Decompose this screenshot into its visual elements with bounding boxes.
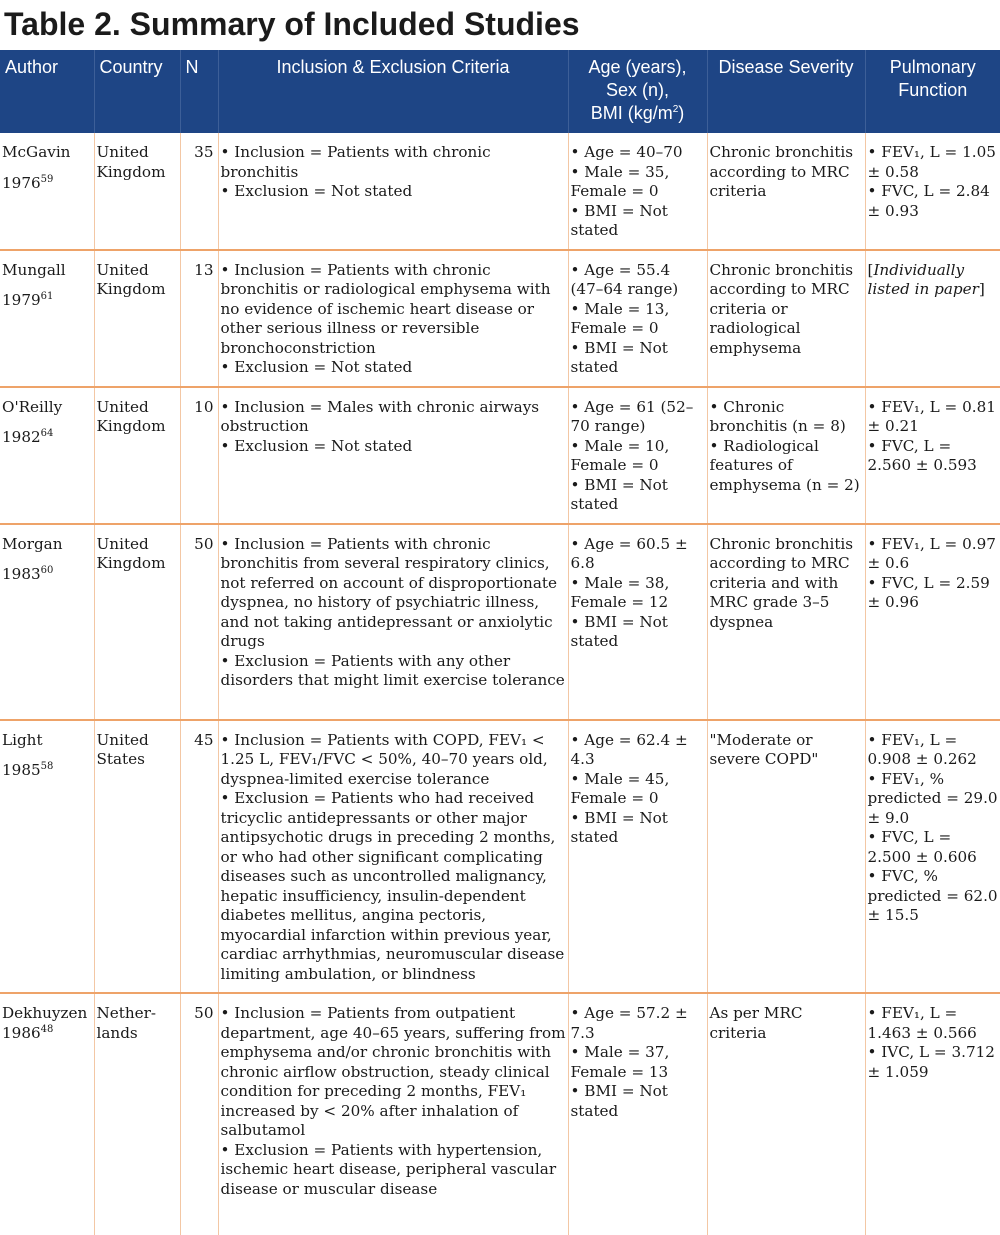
sex-text: • Male = 37, Female = 13 [570,1043,670,1081]
pulmonary-text: • FVC, L = 2.84 ± 0.93 [867,182,990,220]
age-cell [568,387,707,524]
criteria-cell [218,524,568,720]
author-cell [0,133,94,250]
pulmonary-text: • IVC, L = 3.712 ± 1.059 [867,1043,995,1081]
header-n: N [180,50,218,133]
country-cell: United Kingdom [94,250,180,387]
inclusion-text: • Inclusion = Patients with chronic bronchitis or radiological emphysema with no evidence of ischemic heart disease or other serious illness or reversible bronchoconstriction [220,260,551,357]
country-cell: United Kingdom [94,387,180,524]
table-row [0,993,1000,1235]
year-text: 1976 [2,173,41,192]
exclusion-text: • Exclusion = Patients with hypertension, ischemic heart disease, peripheral vascular disease or muscular disease [220,1140,557,1198]
header-bmi-end: ) [678,103,685,123]
pulmonary-cell [865,250,1000,387]
exclusion-text: • Exclusion = Patients with any other disorders that might limit exercise tolerance [220,651,565,689]
reference-number: 48 [40,1023,54,1035]
year-text: 1979 [2,291,41,309]
reference-number: 59 [40,173,54,185]
author-name: Mungall [2,260,66,279]
age-cell [568,524,707,720]
severity-text: As per MRC criteria [709,1004,803,1042]
exclusion-text: • Exclusion = Not stated [220,182,413,200]
country-cell: United Kingdom [94,133,180,250]
age-cell [568,993,707,1235]
age-text: • Age = 62.4 ± 4.3 [570,730,688,768]
pulmonary-text: • FEV₁, L = 0.81 ± 0.21 [867,397,996,435]
header-pulmonary-line1: Pulmonary [889,57,976,77]
header-author: Author [0,50,94,133]
severity-cell [707,387,865,524]
year-text: 1985 [2,761,41,779]
author-cell [0,250,94,387]
age-text: • Age = 57.2 ± 7.3 [570,1004,688,1042]
bmi-text: • BMI = Not stated [570,612,668,650]
pulmonary-text: • FVC, L = 2.500 ± 0.606 [867,828,977,866]
criteria-cell [218,387,568,524]
author-cell [0,524,94,720]
severity-cell [707,720,865,994]
severity-text: Chronic bronchitis according to MRC criteria [709,143,854,200]
severity-text: Chronic bronchitis according to MRC criteria and with MRC grade 3–5 dyspnea [709,534,854,631]
sex-text: • Male = 10, Female = 0 [570,436,670,474]
pulmonary-text: • FEV₁, L = 0.908 ± 0.262 [867,730,977,768]
age-text: • Age = 60.5 ± 6.8 [570,534,688,572]
age-cell [568,250,707,387]
sex-text: • Male = 45, Female = 0 [570,769,670,807]
exclusion-text: • Exclusion = Patients who had received tricyclic antidepressants or other major antipsychotic drugs in preceding 2 months, or who had other significant complicating diseases such as uncontrolled malignancy, hepatic insufficiency, insulin-dependent diabetes mellitus, angina pectoris, myocardial infarction within previous year, cardiac arrhythmias, neuromuscular disease limiting ambulation, or blindness [220,789,565,983]
severity-text: "Moderate or severe COPD" [709,730,819,768]
criteria-cell [218,250,568,387]
study-year [2,1024,92,1044]
author-name: Light [2,730,43,749]
study-year [2,174,92,194]
age-text: • Age = 61 (52–70 range) [570,397,694,435]
author-name: Dekhuyzen [2,1004,88,1022]
studies-table [0,50,1000,1235]
n-cell: 50 [180,993,218,1235]
header-age [568,50,707,133]
severity-cell [707,133,865,250]
header-bmi-line [574,102,702,125]
severity-text: • Radiological features of emphysema (n = 2) [709,436,860,494]
author-name: Morgan [2,534,63,553]
bmi-text: • BMI = Not stated [570,201,668,239]
pulmonary-cell [865,524,1000,720]
inclusion-text: • Inclusion = Patients from outpatient department, age 40–65 years, suffering from emphysema and/or chronic bronchitis with chronic airflow obstruction, steady clinical condition for preceding 2 months, FEV₁ increased by < 20% after inhalation of salbutamol [220,1004,566,1139]
header-bmi-sup: 2 [672,104,679,115]
table-row [0,250,1000,387]
author-name: McGavin [2,143,71,161]
inclusion-text: • Inclusion = Males with chronic airways obstruction [220,397,540,435]
reference-number: 60 [40,564,54,576]
n-cell: 10 [180,387,218,524]
severity-text: • Chronic bronchitis (n = 8) [709,397,846,435]
sex-text: • Male = 35, Female = 0 [570,162,670,200]
inclusion-text: • Inclusion = Patients with COPD, FEV₁ < 1.25 L, FEV₁/FVC < 50%, 40–70 years old, dyspnea-limited exercise tolerance [220,730,548,788]
sex-text: • Male = 13, Female = 0 [570,299,670,337]
criteria-cell [218,720,568,994]
age-text: • Age = 55.4 (47–64 range) [570,260,679,298]
header-pulmonary-line2: Function [898,80,968,100]
bmi-text: • BMI = Not stated [570,1082,668,1120]
pulmonary-cell [865,720,1000,994]
sex-text: • Male = 38, Female = 12 [570,573,670,611]
year-text: 1982 [2,428,41,446]
reference-number: 58 [40,760,54,772]
age-cell [568,133,707,250]
study-year [2,291,92,311]
header-age-line: Age (years), [588,57,687,77]
pulmonary-text: • FEV₁, % predicted = 29.0 ± 9.0 [867,769,998,827]
age-text: • Age = 40–70 [570,143,683,161]
severity-cell [707,993,865,1235]
severity-cell [707,524,865,720]
author-cell [0,387,94,524]
pulmonary-bracket-close: ] [978,280,985,298]
study-year [2,428,92,448]
pulmonary-note: Individually listed in paper [867,260,979,298]
pulmonary-bracket-open: [ [867,260,874,279]
country-cell: United Kingdom [94,524,180,720]
criteria-cell [218,993,568,1235]
pulmonary-text: • FEV₁, L = 1.05 ± 0.58 [867,143,996,181]
author-cell [0,720,94,994]
table-row [0,720,1000,994]
country-cell: United States [94,720,180,994]
table-row [0,133,1000,250]
header-row [0,50,1000,133]
header-pulmonary [865,50,1000,133]
year-text: 1986 [2,1023,41,1042]
year-text: 1983 [2,565,41,583]
n-cell: 50 [180,524,218,720]
header-country: Country [94,50,180,133]
study-year [2,761,92,781]
bmi-text: • BMI = Not stated [570,475,668,513]
n-cell: 13 [180,250,218,387]
severity-text: Chronic bronchitis according to MRC criteria or radiological emphysema [709,260,854,357]
pulmonary-text: • FVC, % predicted = 62.0 ± 15.5 [867,867,998,924]
author-name: O'Reilly [2,397,63,416]
pulmonary-text: • FVC, L = 2.560 ± 0.593 [867,436,977,474]
pulmonary-text: • FEV₁, L = 0.97 ± 0.6 [867,534,996,572]
n-cell: 45 [180,720,218,994]
header-bmi-text: BMI (kg/m [590,103,673,123]
header-criteria: Inclusion & Exclusion Criteria [218,50,568,133]
pulmonary-text: • FEV₁, L = 1.463 ± 0.566 [867,1004,977,1042]
n-cell: 35 [180,133,218,250]
exclusion-text: • Exclusion = Not stated [220,358,413,376]
reference-number: 61 [40,290,54,302]
reference-number: 64 [40,427,54,439]
exclusion-text: • Exclusion = Not stated [220,436,413,455]
header-sex-line: Sex (n), [605,80,670,100]
severity-cell [707,250,865,387]
table-body [0,133,1000,1235]
country-cell: Nether-lands [94,993,180,1235]
criteria-cell [218,133,568,250]
pulmonary-cell [865,133,1000,250]
table-row [0,387,1000,524]
age-cell [568,720,707,994]
author-cell [0,993,94,1235]
pulmonary-cell [865,993,1000,1235]
bmi-text: • BMI = Not stated [570,808,668,846]
pulmonary-cell [865,387,1000,524]
table-row [0,524,1000,720]
table-title: Table 2. Summary of Included Studies [4,6,580,42]
header-severity: Disease Severity [707,50,865,133]
inclusion-text: • Inclusion = Patients with chronic bronchitis [220,143,491,181]
study-year [2,565,92,585]
bmi-text: • BMI = Not stated [570,338,668,376]
inclusion-text: • Inclusion = Patients with chronic bronchitis from several respiratory clinics, not referred on account of disproportionate dyspnea, no history of psychiatric illness, and not taking antidepressant or anxiolytic drugs [220,534,557,650]
pulmonary-text: • FVC, L = 2.59 ± 0.96 [867,573,990,611]
